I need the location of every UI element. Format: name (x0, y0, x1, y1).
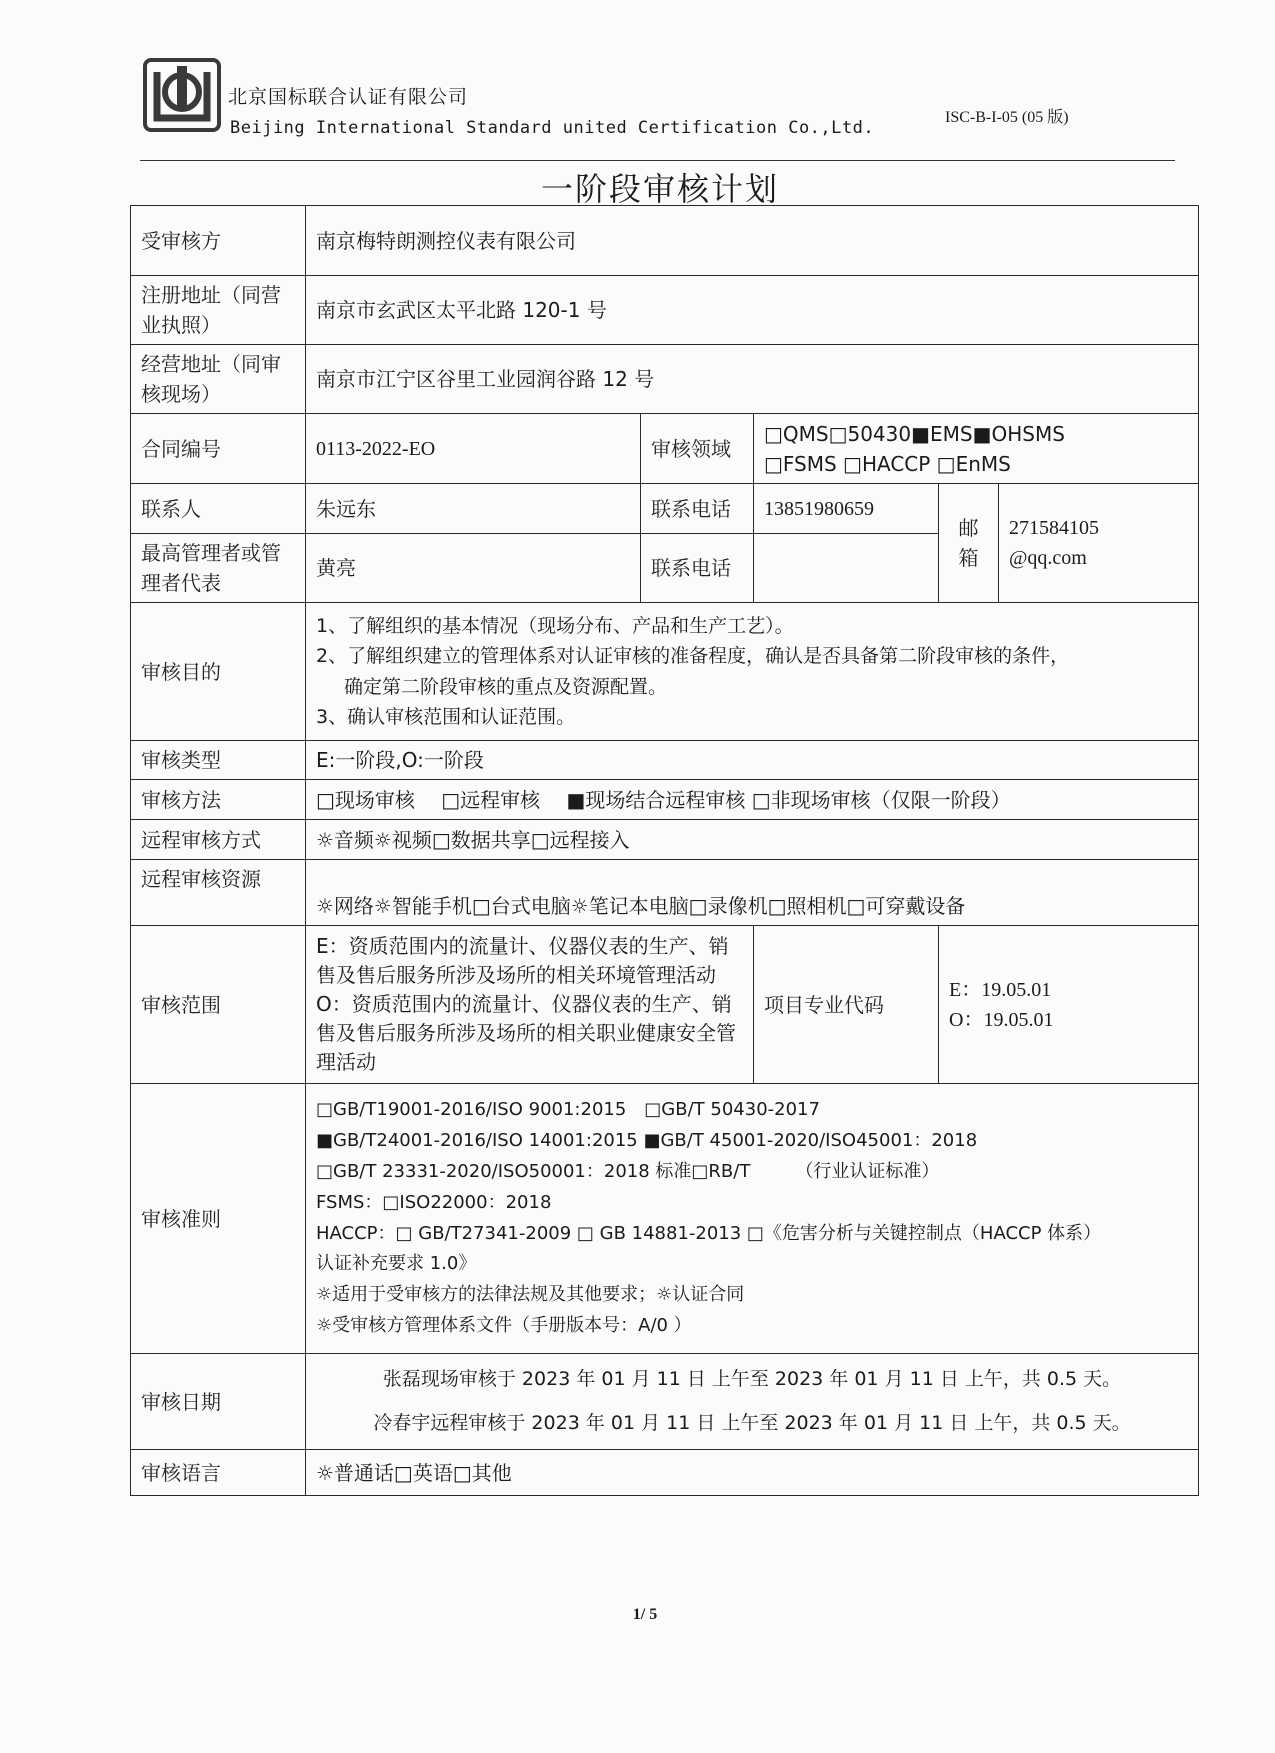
contact-phone-value: 13851980659 (754, 484, 939, 534)
table-row (131, 1354, 1199, 1450)
table-row (131, 603, 1199, 741)
scope-code-e: E：19.05.01 (949, 978, 1052, 1001)
purpose-label: 审核目的 (131, 603, 306, 741)
auditee-label: 受审核方 (131, 206, 306, 276)
email-value (999, 484, 1199, 603)
auditee-value: 南京梅特朗测控仪表有限公司 (306, 206, 1199, 276)
contract-label: 合同编号 (131, 414, 306, 484)
reg-address-label: 注册地址（同营业执照） (131, 276, 306, 345)
company-logo-icon (143, 58, 221, 132)
manager-phone-value (754, 534, 939, 603)
audit-field-value (754, 414, 1199, 484)
scope-o-text: O：资质范围内的流量计、仪器仪表的生产、销售及售后服务所涉及场所的相关职业健康安全管理活动 (316, 992, 736, 1074)
criteria-line: □GB/T19001-2016/ISO 9001:2015 □GB/T 50430-2017 (316, 1098, 820, 1120)
table-row (131, 820, 1199, 860)
scope-code-value (939, 926, 1199, 1084)
audit-field-line1: □QMS□50430■EMS■OHSMS (764, 421, 1065, 446)
purpose-item: 确定第二阶段审核的重点及资源配置。 (344, 675, 668, 698)
company-name-cn: 北京国标联合认证有限公司 (228, 86, 469, 108)
purpose-item: 2、了解组织建立的管理体系对认证审核的准备程度，确认是否具备第二阶段审核的条件， (316, 645, 1070, 668)
page-number: 1/ 5 (632, 1606, 658, 1623)
audit-field-label: 审核领域 (641, 414, 754, 484)
criteria-line: HACCP：□ GB/T27341-2009 □ GB 14881-2013 □《危害分析与关键控制点（HACCP 体系） (316, 1222, 1102, 1244)
scope-e-text: E：资质范围内的流量计、仪器仪表的生产、销售及售后服务所涉及场所的相关环境管理活动 (316, 934, 729, 987)
manager-phone-label: 联系电话 (641, 534, 754, 603)
table-row (131, 206, 1199, 276)
contact-label: 联系人 (131, 484, 306, 534)
criteria-line: 认证补充要求 1.0》 (316, 1253, 477, 1275)
email-label: 邮箱 (939, 484, 999, 603)
criteria-label: 审核准则 (131, 1084, 306, 1354)
email-value-line2: @qq.com (1009, 547, 1087, 569)
company-name-en: Beijing International Standard united Certification Co.,Ltd. (230, 118, 875, 138)
scope-label: 审核范围 (131, 926, 306, 1084)
manager-label: 最高管理者或管理者代表 (131, 534, 306, 603)
purpose-list (306, 603, 1199, 741)
audit-field-line2: □FSMS □HACCP □EnMS (764, 451, 1011, 476)
language-label: 审核语言 (131, 1450, 306, 1496)
remote-resource-value: ☼网络☼智能手机□台式电脑☼笔记本电脑□录像机□照相机□可穿戴设备 (306, 860, 1199, 926)
scope-code-o: O：19.05.01 (949, 1008, 1054, 1031)
table-row (131, 276, 1199, 345)
remote-mode-value: ☼音频☼视频□数据共享□远程接入 (306, 820, 1199, 860)
purpose-item: 3、确认审核范围和认证范围。 (316, 705, 576, 728)
table-row (131, 345, 1199, 414)
criteria-line: □GB/T 23331-2020/ISO50001：2018 标准□RB/T （行业认证标准） (316, 1160, 940, 1182)
table-row (131, 780, 1199, 820)
manager-value: 黄亮 (306, 534, 641, 603)
remote-resource-label: 远程审核资源 (131, 860, 306, 926)
audit-date-label: 审核日期 (131, 1354, 306, 1450)
audit-date-line2: 冷春宇远程审核于 2023 年 01 月 11 日 上午至 2023 年 01 月 11 日 上午，共 0.5 天。 (373, 1411, 1131, 1434)
table-row (131, 484, 1199, 534)
table-row (131, 860, 1199, 926)
table-row (131, 1450, 1199, 1496)
table-row (131, 414, 1199, 484)
email-value-line1: 271584105 (1009, 517, 1099, 539)
audit-date-line1: 张磊现场审核于 2023 年 01 月 11 日 上午至 2023 年 01 月 11 日 上午，共 0.5 天。 (382, 1368, 1122, 1390)
criteria-line: FSMS：□ISO22000：2018 (316, 1191, 552, 1213)
audit-date-value (306, 1354, 1199, 1450)
scope-value (306, 926, 754, 1084)
audit-method-label: 审核方法 (131, 780, 306, 820)
biz-address-value: 南京市江宁区谷里工业园润谷路 12 号 (306, 345, 1199, 414)
reg-address-value: 南京市玄武区太平北路 120-1 号 (306, 276, 1199, 345)
audit-type-label: 审核类型 (131, 741, 306, 780)
header-divider (140, 160, 1175, 161)
document-code: ISC-B-I-05 (05 版) (945, 109, 1069, 126)
criteria-list (306, 1084, 1199, 1354)
table-row (131, 741, 1199, 780)
table-row (131, 1084, 1199, 1354)
audit-method-value: □现场审核 □远程审核 ■现场结合远程审核 □非现场审核（仅限一阶段） (306, 780, 1199, 820)
table-row (131, 926, 1199, 1084)
language-value: ☼普通话□英语□其他 (306, 1450, 1199, 1496)
audit-plan-table (130, 205, 1199, 1496)
contact-value: 朱远东 (306, 484, 641, 534)
contract-value: 0113-2022-EO (306, 414, 641, 484)
purpose-item: 1、了解组织的基本情况（现场分布、产品和生产工艺）。 (316, 614, 794, 637)
contact-phone-label: 联系电话 (641, 484, 754, 534)
remote-mode-label: 远程审核方式 (131, 820, 306, 860)
scope-code-label: 项目专业代码 (754, 926, 939, 1084)
document-title: 一阶段审核计划 (540, 170, 779, 208)
biz-address-label: 经营地址（同审核现场） (131, 345, 306, 414)
criteria-line: ■GB/T24001-2016/ISO 14001:2015 ■GB/T 45001-2020/ISO45001：2018 (316, 1129, 978, 1151)
criteria-line: ☼适用于受审核方的法律法规及其他要求；☼认证合同 (316, 1284, 745, 1306)
audit-type-value: E:一阶段,O:一阶段 (306, 741, 1199, 780)
criteria-line: ☼受审核方管理体系文件（手册版本号：A/0 ） (316, 1315, 692, 1337)
